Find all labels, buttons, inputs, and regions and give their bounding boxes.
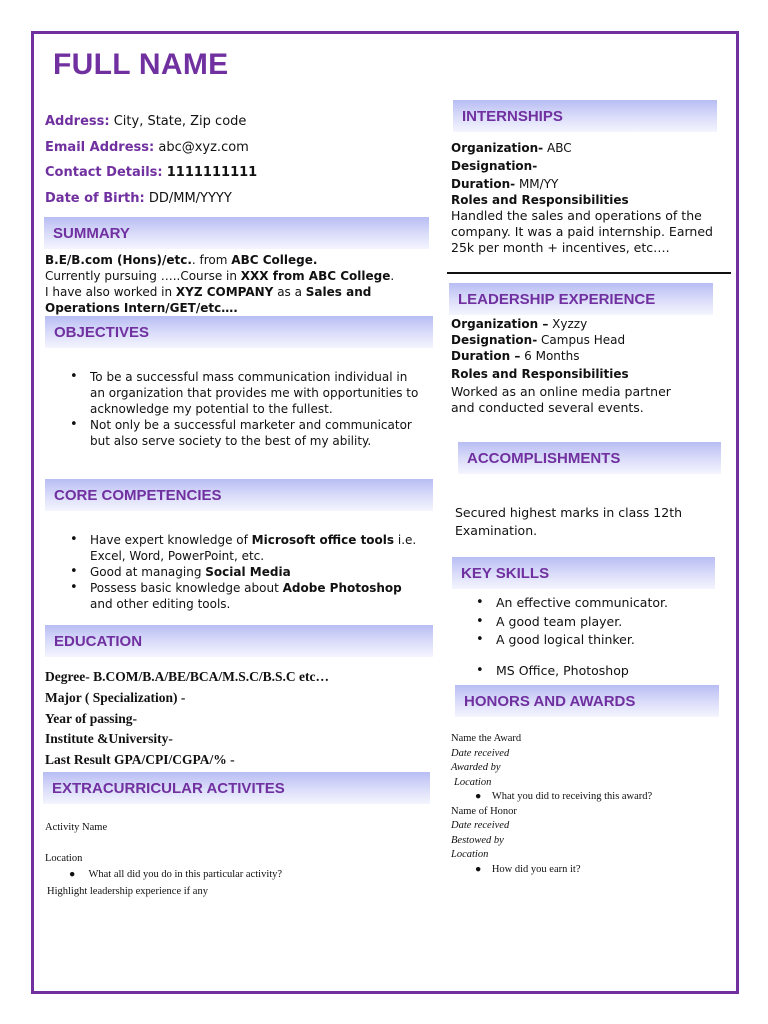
internships-heading: INTERNSHIPS — [453, 100, 717, 132]
objectives-list — [66, 369, 426, 449]
skills-list — [472, 594, 712, 650]
full-name: FULL NAME — [53, 48, 229, 81]
accomplishments-body: Secured highest marks in class 12th Examination. ACHIEVEMENTS — [455, 505, 683, 538]
activity-highlight: Highlight leadership experience if any — [47, 886, 208, 897]
list-item: • Not only be a successful marketer and communicator but also serve society to the best of my ability. — [66, 417, 426, 449]
skills-extra-list — [472, 662, 712, 680]
activity-bullet: ● What all did you do in this particular activity? — [69, 869, 283, 880]
list-item: • Possess basic knowledge about Adobe Photoshop and other editing tools. — [66, 580, 426, 612]
list-item: • A good logical thinker. — [472, 631, 712, 650]
address-label: Address: — [45, 114, 110, 129]
list-item: • MS Office, Photoshop — [472, 662, 712, 680]
competencies-list — [66, 532, 426, 612]
accomplishments-heading: ACCOMPLISHMENTS — [458, 442, 721, 474]
honors-heading: HONORS AND AWARDS — [455, 685, 719, 717]
leadership-body: Organization – Xyzzy Designation- Campus Head Duration – 6 Months Roles and Responsibilities Worked as an online media partner and conducted several events. — [451, 317, 671, 415]
dob-value: DD/MM/YYYY — [148, 191, 232, 206]
dob-label: Date of Birth: — [45, 191, 145, 206]
dob-line — [45, 191, 232, 206]
list-item: • Good at managing Social Media — [66, 564, 426, 580]
competencies-heading: CORE COMPETENCIES — [45, 479, 433, 511]
education-institute: Institute &University- — [45, 731, 173, 746]
summary-heading: SUMMARY — [44, 217, 429, 249]
activity-location: Location — [45, 853, 83, 864]
activity-name: Activity Name — [45, 822, 108, 833]
ghost-text: ACHIEVEMENTS — [541, 524, 647, 538]
email-label: Email Address: — [45, 140, 155, 155]
education-degree: Degree- B.COM/B.A/BE/BCA/M.S.C/B.S.C etc… — [45, 669, 329, 684]
list-item: • Have expert knowledge of Microsoft office tools i.e. Excel, Word, PowerPoint, etc. — [66, 532, 426, 564]
extracurricular-heading: EXTRACURRICULAR ACTIVITES — [43, 772, 430, 804]
email-line — [45, 140, 249, 155]
list-item: • A good team player. — [472, 613, 712, 632]
contact-label: Contact Details: — [45, 165, 163, 180]
summary-text: B.E/B.com (Hons)/etc.. from ABC College. Currently pursuing …..Course in XXX from ABC College. I have also worked in XYZ COMPANY as a Sales and Operations Intern/GET/etc…. — [45, 253, 395, 315]
section-divider — [447, 272, 731, 274]
list-item: • To be a successful mass communication individual in an organization that provides me with opportunities to acknowledge my potential to the fullest. — [66, 369, 426, 417]
list-item: • An effective communicator. — [472, 594, 712, 613]
leadership-heading: LEADERSHIP EXPERIENCE — [449, 283, 713, 315]
contact-value: 1111111111 — [166, 165, 258, 180]
honors-body: Name the Award Date received Awarded by Location ● What you did to receiving this award? Name of Honor Date received Bestowed by Location ● How did you earn it? — [451, 733, 653, 875]
education-heading: EDUCATION — [45, 625, 433, 657]
address-line — [45, 114, 246, 129]
address-value: City, State, Zip code — [113, 114, 247, 129]
education-year: Year of passing- — [45, 711, 138, 726]
contact-line — [45, 165, 257, 180]
skills-heading: KEY SKILLS — [452, 557, 715, 589]
internships-body: Organization- ABC Designation- Duration- MM/YY Roles and Responsibilities Handled the sales and operations of the company. It was a paid internship. Earned 25k per month + incentives, etc…. — [451, 141, 713, 255]
email-value: abc@xyz.com — [158, 140, 249, 155]
objectives-heading: OBJECTIVES — [45, 316, 433, 348]
education-result: Last Result GPA/CPI/CGPA/% - — [45, 752, 235, 767]
education-major: Major ( Specialization) - — [45, 690, 186, 705]
